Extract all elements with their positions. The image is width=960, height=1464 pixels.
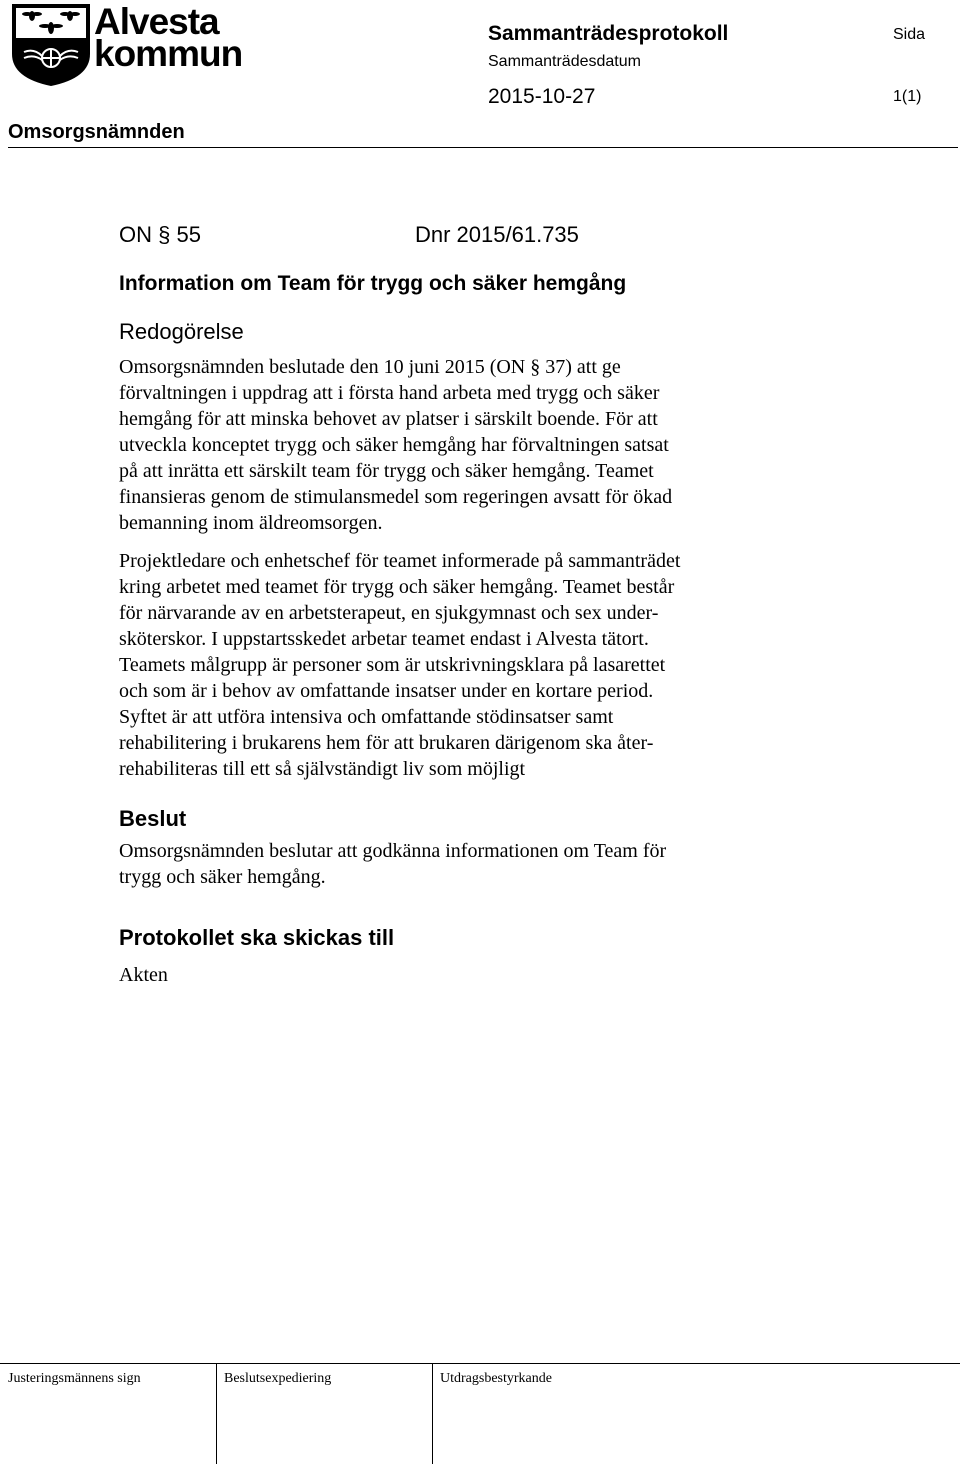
text-line: utveckla konceptet trygg och säker hemgång har förvaltningen satsat <box>119 434 669 456</box>
text-line: Teamets målgrupp är personer som är utskrivningsklara på lasarettet <box>119 654 666 676</box>
text-line: Projektledare och enhetschef för teamet informerade på sammanträdet <box>119 550 681 572</box>
meeting-date: 2015-10-27 <box>488 85 596 108</box>
text-line: hemgång för att minska behovet av platser i särskilt boende. För att <box>119 408 658 430</box>
footer-signature-field-label: Justeringsmännens sign <box>8 1371 141 1386</box>
text-line: Akten <box>119 964 168 986</box>
text-line: Omsorgsnämnden beslutar att godkänna informationen om Team för <box>119 840 667 862</box>
committee-name: Omsorgsnämnden <box>8 121 185 143</box>
text-line: trygg och säker hemgång. <box>119 866 326 888</box>
text-line: Omsorgsnämnden beslutade den 10 juni 2015 (ON § 37) att ge <box>119 356 621 378</box>
logo-wordmark-line2: kommun <box>94 33 243 74</box>
section-heading-beslut: Beslut <box>119 806 187 831</box>
distribution-recipient <box>119 962 168 988</box>
footer-column-separator <box>432 1363 433 1464</box>
logo-wordmark-line1: Alvesta <box>94 1 219 42</box>
item-title: Information om Team för trygg och säker hemgång <box>119 272 627 295</box>
text-line: Syftet är att utföra intensiva och omfattande stödinsatser samt <box>119 706 614 728</box>
header-divider <box>8 147 958 148</box>
page-number: 1(1) <box>893 88 922 105</box>
text-line: finansieras genom de stimulansmedel som regeringen avsatt för ökad <box>119 486 673 508</box>
text-line: sköterskor. I uppstartsskedet arbetar teamet endast i Alvesta tätort. <box>119 628 649 650</box>
case-reference-line <box>119 221 579 249</box>
text-line: och som är i behov av omfattande insatser under en kortare period. <box>119 680 654 702</box>
case-number: ON § 55 <box>119 222 201 247</box>
footer-certification-field-label: Utdragsbestyrkande <box>440 1371 552 1386</box>
page-label: Sida <box>893 26 926 43</box>
redogorelse-paragraph-2 <box>119 548 680 782</box>
text-line: förvaltningen i uppdrag att i första hand arbeta med trygg och säker <box>119 382 660 404</box>
section-heading-distribution: Protokollet ska skickas till <box>119 925 395 950</box>
footer-column-separator <box>216 1363 217 1464</box>
coat-of-arms-icon <box>12 4 90 86</box>
footer-divider <box>0 1363 960 1364</box>
document-title: Sammanträdesprotokoll <box>488 22 729 45</box>
text-line: bemanning inom äldreomsorgen. <box>119 512 383 534</box>
text-line: kring arbetet med teamet för trygg och säker hemgång. Teamet består <box>119 576 675 598</box>
text-line: rehabilitering i brukarens hem för att brukaren därigenom ska åter- <box>119 732 654 754</box>
section-heading-redogorelse: Redogörelse <box>119 319 244 344</box>
beslut-paragraph <box>119 838 666 890</box>
text-line: för närvarande av en arbetsterapeut, en sjukgymnast och sex under- <box>119 602 659 624</box>
text-line: rehabiliteras till ett så självständigt liv som möjligt <box>119 758 526 780</box>
meeting-date-label: Sammanträdesdatum <box>488 53 641 70</box>
text-line: på att inrätta ett särskilt team för trygg och säker hemgång. Teamet <box>119 460 654 482</box>
redogorelse-paragraph-1 <box>119 354 672 536</box>
footer-dispatch-field-label: Beslutsexpediering <box>224 1371 332 1386</box>
registration-number: Dnr 2015/61.735 <box>415 222 579 247</box>
